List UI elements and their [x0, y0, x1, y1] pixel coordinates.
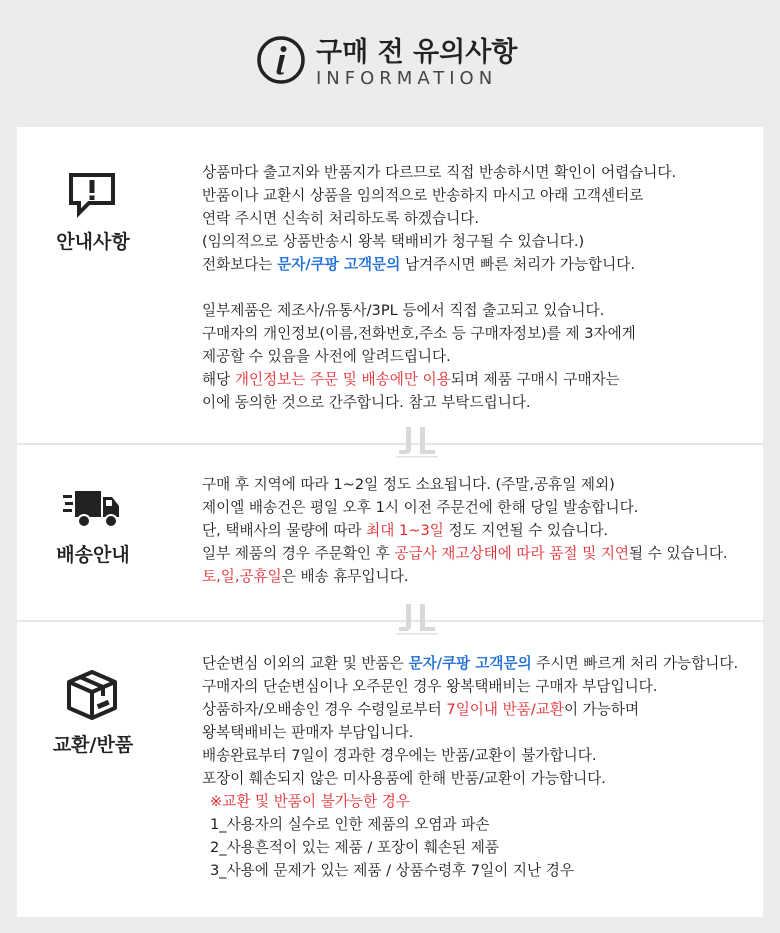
line-text: 전화보다는	[202, 256, 278, 273]
line-text: 구매 후 지역에 따라 1~2일 정도 소요됩니다. (주말,공휴일 제외)	[202, 476, 615, 493]
line-text: 1_사용자의 실수로 인한 제품의 오염과 파손	[210, 816, 490, 833]
page-subtitle: INFORMATION	[316, 68, 498, 89]
text-line	[202, 299, 676, 322]
text-line	[202, 473, 728, 496]
text-line	[202, 276, 676, 299]
line-text: 3_사용에 문제가 있는 제품 / 상품수령후 7일이 지난 경우	[210, 862, 574, 879]
info-icon	[256, 35, 306, 85]
line-text: 포장이 훼손되지 않은 미사용품에 한해 반품/교환이 가능합니다.	[202, 770, 606, 787]
line-text: 단, 택배사의 물량에 따라	[202, 522, 367, 539]
line-text: 상품하자/오배송인 경우 수령일로부터	[202, 701, 447, 718]
line-text: (임의적으로 상품반송시 왕복 택배비가 청구될 수 있습니다.)	[202, 233, 585, 250]
line-text: 2_사용흔적이 있는 제품 / 포장이 훼손된 제품	[210, 839, 499, 856]
section-delivery	[17, 445, 763, 620]
alert-speech-bubble-icon	[63, 169, 121, 219]
notice-card	[17, 127, 763, 917]
text-line	[202, 721, 738, 744]
text-line	[202, 391, 676, 414]
text-line	[202, 368, 676, 391]
highlight-text: ※교환 및 반품이 불가능한 경우	[210, 793, 410, 810]
package-box-icon	[63, 670, 121, 720]
line-text: 단순변심 이외의 교환 및 반품은	[202, 655, 409, 672]
text-line	[202, 345, 676, 368]
text-line	[202, 253, 676, 276]
text-line	[202, 161, 676, 184]
page-header	[0, 0, 780, 120]
text-line	[202, 744, 738, 767]
section-exchange-return	[17, 622, 763, 917]
text-line	[202, 230, 676, 253]
text-line	[202, 790, 738, 813]
text-line	[202, 184, 676, 207]
line-text: 이에 동의한 것으로 간주합니다. 참고 부탁드립니다.	[202, 394, 531, 411]
line-text: 구매자의 개인정보(이름,전화번호,주소 등 구매자정보)를 제 3자에게	[202, 325, 636, 342]
text-line	[202, 859, 738, 882]
line-text: 은 배송 휴무입니다.	[281, 568, 409, 585]
line-text: 주시면 빠르게 처리 가능합니다.	[531, 655, 739, 672]
text-line	[202, 767, 738, 790]
section-label: 배송안내	[56, 544, 130, 566]
highlight-text: 문자/쿠팡 고객문의	[277, 256, 401, 273]
delivery-lines	[202, 473, 728, 588]
section-label: 안내사항	[56, 231, 130, 253]
text-line	[202, 836, 738, 859]
line-text: 제공할 수 있음을 사전에 알려드립니다.	[202, 348, 451, 365]
text-line	[202, 565, 728, 588]
text-line	[202, 542, 728, 565]
highlight-text: 토,일,공휴일	[202, 568, 282, 585]
text-line	[202, 698, 738, 721]
highlight-text: 최대 1~3일	[366, 522, 444, 539]
line-text: 상품마다 출고지와 반품지가 다르므로 직접 반송하시면 확인이 어렵습니다.	[202, 164, 677, 181]
highlight-text: 7일이내 반품/교환	[446, 701, 564, 718]
line-text: 반품이나 교환시 상품을 임의적으로 반송하지 마시고 아래 고객센터로	[202, 187, 644, 204]
text-line	[202, 322, 676, 345]
line-text: 남겨주시면 빠른 처리가 가능합니다.	[400, 256, 636, 273]
line-text: 왕복택배비는 판매자 부담입니다.	[202, 724, 414, 741]
highlight-text: 개인정보는 주문 및 배송에만 이용	[234, 371, 451, 388]
line-text: 이 가능하며	[563, 701, 640, 718]
delivery-truck-icon	[63, 483, 121, 533]
section-label: 교환/반품	[52, 734, 134, 756]
exchange-return-lines	[202, 652, 738, 882]
line-text: 해당	[202, 371, 235, 388]
text-line	[202, 519, 728, 542]
text-line	[202, 496, 728, 519]
text-line	[202, 675, 738, 698]
line-text: 구매자의 단순변심이나 오주문인 경우 왕복택배비는 구매자 부담입니다.	[202, 678, 658, 695]
highlight-text: 공급사 재고상태에 따라 품절 및 지연	[394, 545, 630, 562]
line-text: 제이엘 배송건은 평일 오후 1시 이전 주문건에 한해 당일 발송합니다.	[202, 499, 639, 516]
line-text: 배송완료부터 7일이 경과한 경우에는 반품/교환이 불가합니다.	[202, 747, 597, 764]
line-text: 일부 제품의 경우 주문확인 후	[202, 545, 395, 562]
line-text: 연락 주시면 신속히 처리하도록 하겠습니다.	[202, 210, 479, 227]
line-text: 되며 제품 구매시 구매자는	[450, 371, 620, 388]
line-text: 일부제품은 제조사/유통사/3PL 등에서 직접 출고되고 있습니다.	[202, 302, 605, 319]
section-notice	[17, 127, 763, 443]
notice-lines	[202, 161, 676, 414]
page-title: 구매 전 유의사항	[316, 37, 518, 68]
highlight-text: 문자/쿠팡 고객문의	[408, 655, 532, 672]
line-text: 정도 지연될 수 있습니다.	[443, 522, 609, 539]
line-text: 될 수 있습니다.	[629, 545, 728, 562]
text-line	[202, 652, 738, 675]
text-line	[202, 207, 676, 230]
text-line	[202, 813, 738, 836]
